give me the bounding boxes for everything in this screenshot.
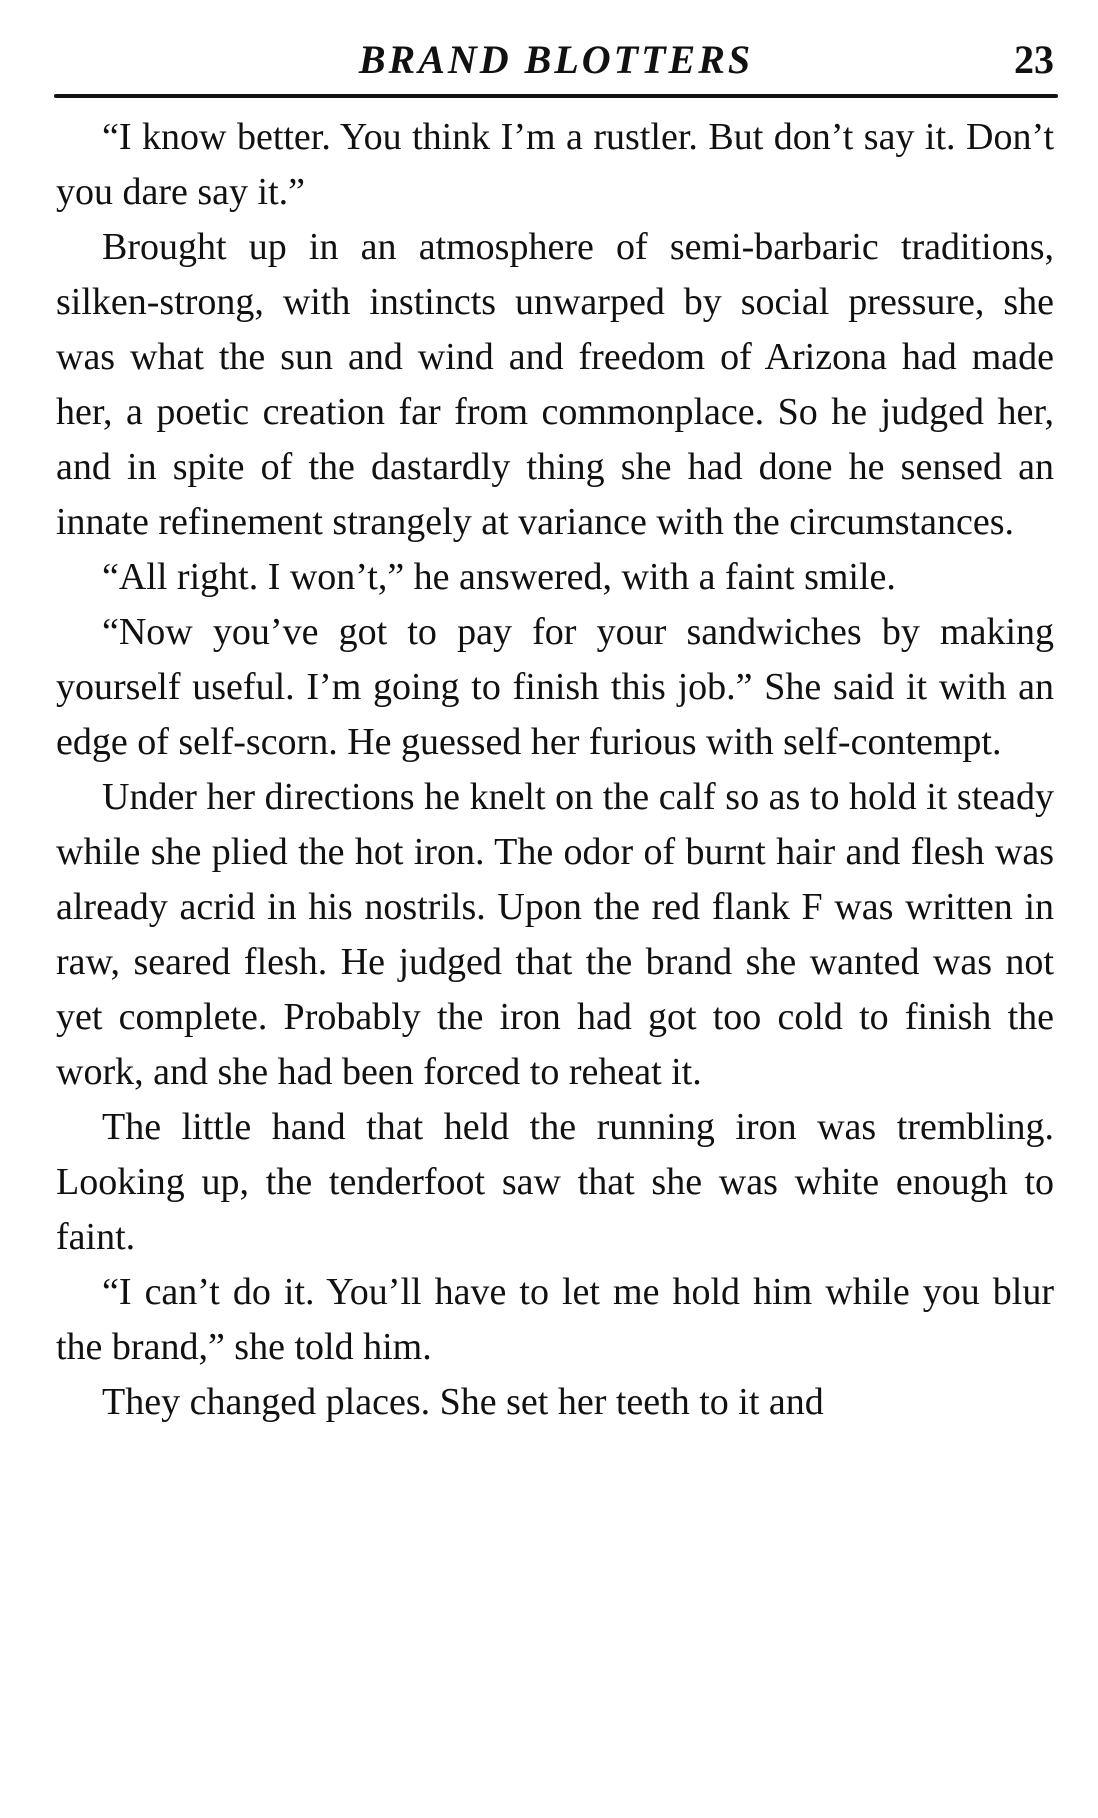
paragraph: “Now you’ve got to pay for your sandwiches by making yourself useful. I’m going to finish this job.” She said it with an edge of self-scorn. He guessed her furious with self-contempt. — [56, 611, 1054, 763]
header-rule — [54, 94, 1058, 98]
paragraph: “I know better. You think I’m a rustler. But don’t say it. Don’t you dare say it.” — [56, 116, 1054, 213]
running-title: BRAND BLOTTERS — [358, 37, 754, 82]
paragraph: The little hand that held the running iron was trembling. Looking up, the tenderfoot saw that she was white enough to faint. — [56, 1106, 1054, 1258]
paragraph: “All right. I won’t,” he answered, with a faint smile. — [102, 556, 896, 598]
body-text — [56, 110, 1054, 1430]
paragraph: Brought up in an atmosphere of semi-barbaric traditions, silken-strong, with instincts unwarped by social pressure, she was what the sun and wind and freedom of Arizona had made her, a poetic creation far from commonplace. So he judged her, and in spite of the dastardly thing she had done he sensed an innate refinement strangely at variance with the circumstances. — [56, 226, 1054, 543]
page-number: 23 — [1014, 37, 1054, 82]
paragraph: They changed places. She set her teeth to it and — [102, 1381, 824, 1423]
running-head — [56, 36, 1056, 96]
paragraph: “I can’t do it. You’ll have to let me hold him while you blur the brand,” she told him. — [56, 1271, 1054, 1368]
paragraph: Under her directions he knelt on the calf so as to hold it steady while she plied the hot iron. The odor of burnt hair and flesh was already acrid in his nostrils. Upon the red flank F was written in raw, seared flesh. He judged that the brand she wanted was not yet complete. Probably the iron had got too cold to finish the work, and she had been forced to reheat it. — [56, 776, 1054, 1093]
